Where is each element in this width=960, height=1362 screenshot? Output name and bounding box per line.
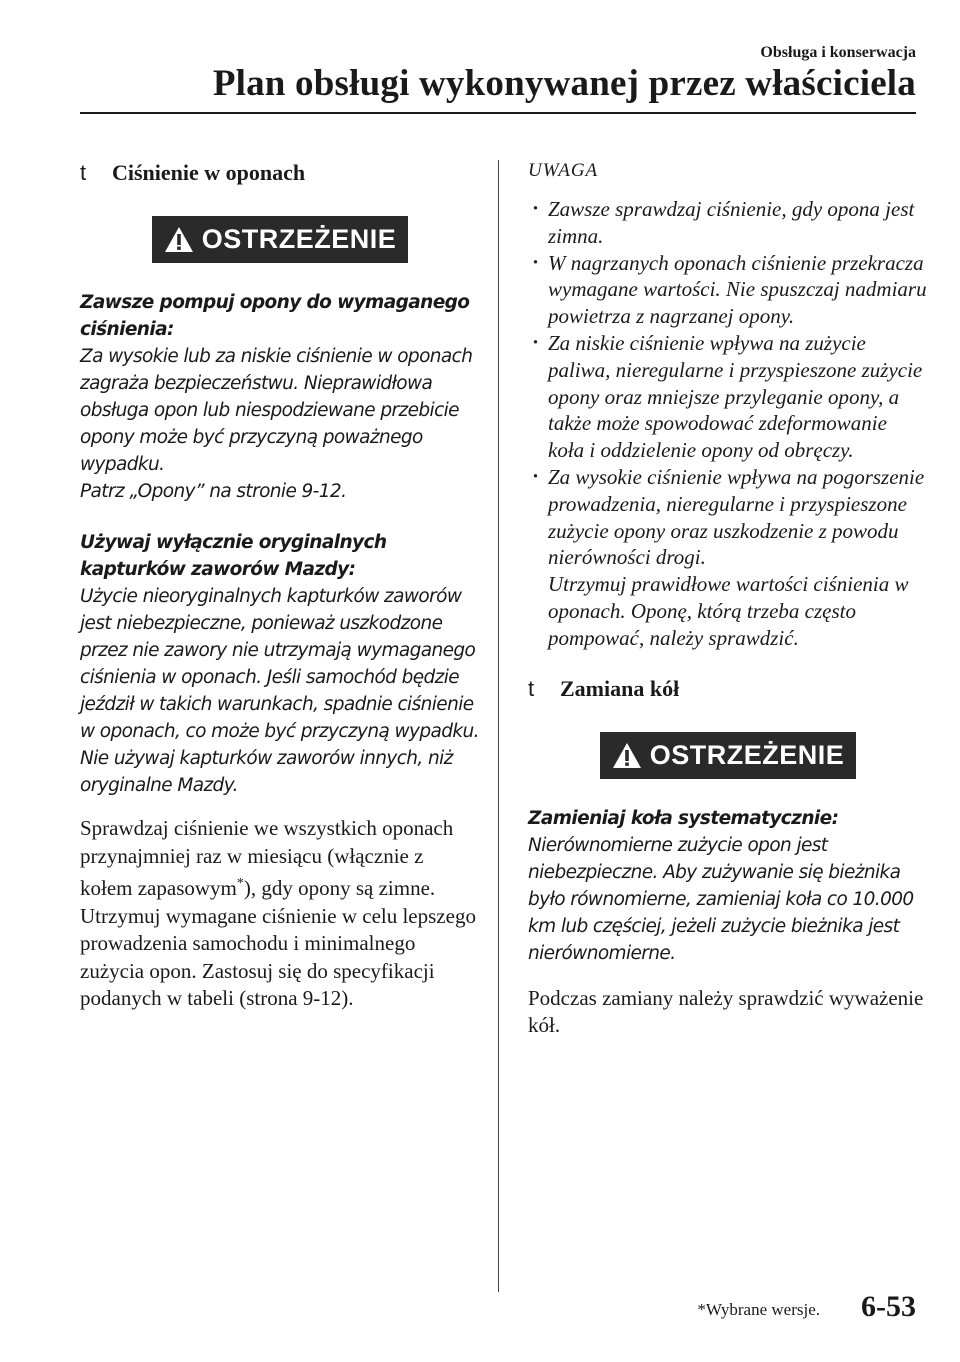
left-column [80,158,480,1013]
warning-title: Zawsze pompuj opony do wymaganego ciśnienia: [80,292,470,340]
section-heading-text: Zamiana kół [560,675,680,701]
page-title: Plan obsługi wykonywanej przez właściciela [212,63,916,104]
warning-block-2 [80,529,480,799]
body-paragraph [80,815,480,1013]
warning-triangle-icon [164,226,194,253]
warning-badge-wrap [80,216,480,263]
warning-title: Zamieniaj koła systematycznie: [528,807,839,829]
warning-label: OSTRZEŻENIE [201,224,397,254]
warning-reference: Patrz „Opony” na stronie 9-12. [80,481,347,502]
warning-body: Za wysokie lub za niskie ciśnienie w oponach zagraża bezpieczeństwu. Nieprawidłowa obsługa opon lub niespodziewane przebicie opony może być przyczyną poważnego wypadku. [80,346,473,475]
note-list [528,196,928,571]
footer-note: *Wybrane wersje. [697,1300,820,1319]
header-rule [80,112,916,114]
header-section-name: Obsługa i konserwacja [760,44,916,61]
warning-block-1 [80,289,480,505]
section-marker: t [528,675,535,701]
warning-body: Nierównomierne zużycie opon jest niebezpieczne. Aby zużywanie się bieżnika było równomierne, zamieniaj koła co 10.000 km lub częściej, jeżeli zużycie bieżnika jest nierównomierne. [528,834,914,964]
section-heading-text: Ciśnienie w oponach [112,160,306,185]
section-heading-tire-pressure [80,158,480,188]
note-item: · Zawsze sprawdzaj ciśnienie, gdy opona jest zimna. [528,196,928,250]
right-column [528,158,928,1040]
section-heading-wheel-rotation [528,674,928,704]
note-extra: Utrzymuj prawidłowe wartości ciśnienia w oponach. Oponę, którą trzeba często pompować, należy sprawdzić. [548,572,909,650]
body-text-part1: Sprawdzaj ciśnienie we wszystkich oponach przynajmniej raz w miesiącu (włącznie z kołem zapasowym [80,816,454,900]
warning-badge [152,216,409,263]
page-number: 6-53 [861,1290,916,1323]
warning-badge [600,732,857,779]
warning-body: Użycie nieoryginalnych kapturków zaworów jest niebezpieczne, ponieważ uszkodzone przez nie zawory nie utrzymają wymaganego ciśnienia w oponach. Jeśli samochód będzie jeździł w takich warunkach, spadnie ciśnienie w oponach, co może być przyczyną wypadku. Nie używaj kapturków zaworów innych, niż oryginalne Mazdy. [80,586,479,796]
body-text-part2: ), gdy opony są zimne. Utrzymuj wymagane ciśnienie w celu lepszego prowadzenia samochodu i minimalnego zużycia opon. Zastosuj się do specyfikacji podanych w tabeli (strona 9-12). [80,876,476,1010]
optional-marker: * [236,876,244,891]
note-title: UWAGA [528,160,599,181]
warning-label: OSTRZEŻENIE [649,739,845,770]
warning-triangle-icon [612,742,642,769]
warning-badge-wrap [528,732,928,779]
column-divider [498,160,499,1292]
note-item: · Za wysokie ciśnienie wpływa na pogorszenie prowadzenia, nieregularne i przyspieszone zużycie opony oraz uszkodzenie z powodu nierówności drogi. [528,464,928,571]
body-paragraph: Podczas zamiany należy sprawdzić wyważenie kół. [528,985,924,1038]
section-marker: t [80,160,87,185]
warning-block-3 [528,805,928,967]
note-item: · W nagrzanych oponach ciśnienie przekracza wymagane wartości. Nie spuszczaj nadmiaru powietrza z nagrzanej opony. [528,250,928,330]
note-item: · Za niskie ciśnienie wpływa na zużycie paliwa, nieregularne i przyspieszone zużycie opony oraz mniejsze przyleganie opony, a także może spowodować zdeformowanie koła i oddzielenie opony od obręczy. [528,330,928,464]
warning-title: Używaj wyłącznie oryginalnych kapturków zaworów Mazdy: [80,532,387,580]
